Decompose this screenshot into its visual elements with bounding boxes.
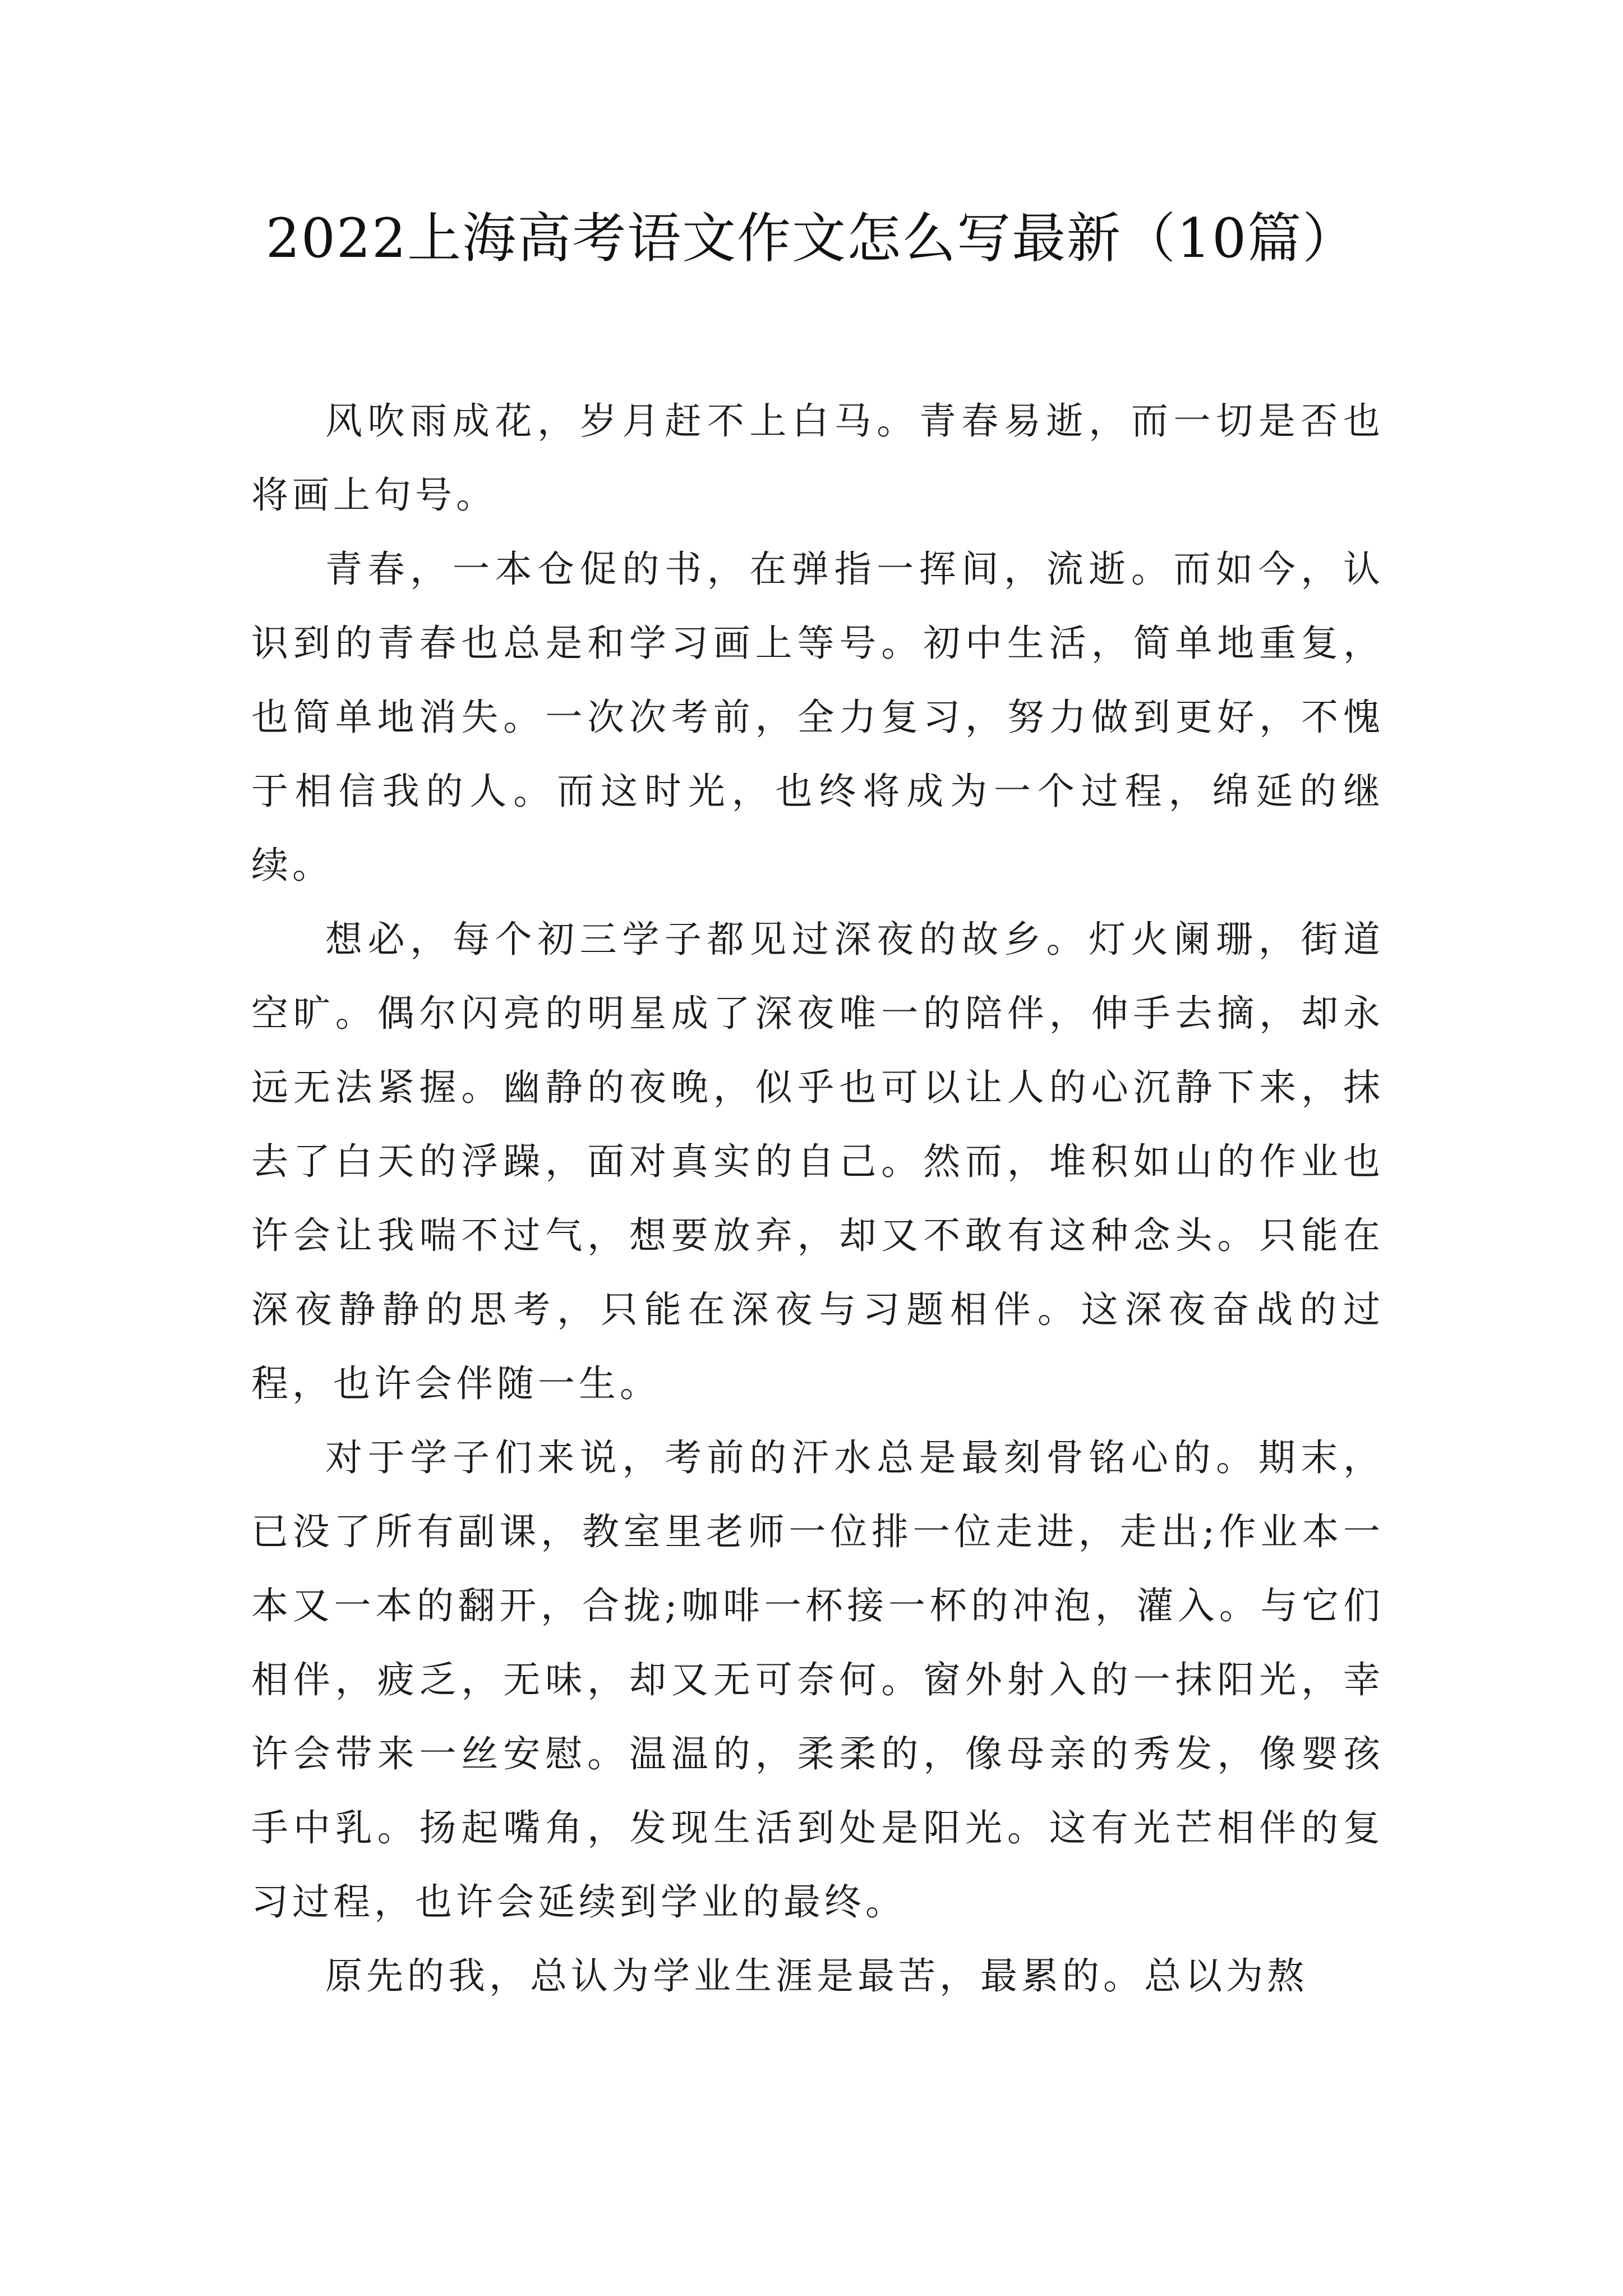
paragraph-1: 风吹雨成花，岁月赶不上白马。青春易逝，而一切是否也将画上句号。: [251, 399, 1384, 517]
paragraph-3: 想必，每个初三学子都见过深夜的故乡。灯火阑珊，街道空旷。偶尔闪亮的明星成了深夜唯一的陪伴，伸手去摘，却永远无法紧握。幽静的夜晚，似乎也可以让人的心沉静下来，抹去了白天的浮躁，面对真实的自己。然而，堆积如山的作业也许会让我喘不过气，想要放弃，却又不敢有这种念头。只能在深夜静静的思考，只能在深夜与习题相伴。这深夜奋战的过程，也许会伴随一生。: [251, 918, 1384, 1405]
document-title: 2022上海高考语文作文怎么写最新（10篇）: [265, 207, 1358, 270]
document-body: [251, 384, 1384, 2013]
paragraph-5: 原先的我，总认为学业生涯是最苦，最累的。总以为熬: [325, 1954, 1308, 1998]
paragraph-2: 青春，一本仓促的书，在弹指一挥间，流逝。而如今，认识到的青春也总是和学习画上等号。初中生活，简单地重复，也简单地消失。一次次考前，全力复习，努力做到更好，不愧于相信我的人。而这时光，也终将成为一个过程，绵延的继续。: [251, 547, 1384, 887]
paragraph-4: 对于学子们来说，考前的汗水总是最刻骨铭心的。期末，已没了所有副课，教室里老师一位排一位走进，走出;作业本一本又一本的翻开，合拢;咖啡一杯接一杯的冲泡，灌入。与它们相伴，疲乏，无味，却又无可奈何。窗外射入的一抹阳光，幸许会带来一丝安慰。温温的，柔柔的，像母亲的秀发，像婴孩手中乳。扬起嘴角，发现生活到处是阳光。这有光芒相伴的复习过程，也许会延续到学业的最终。: [251, 1436, 1384, 1924]
